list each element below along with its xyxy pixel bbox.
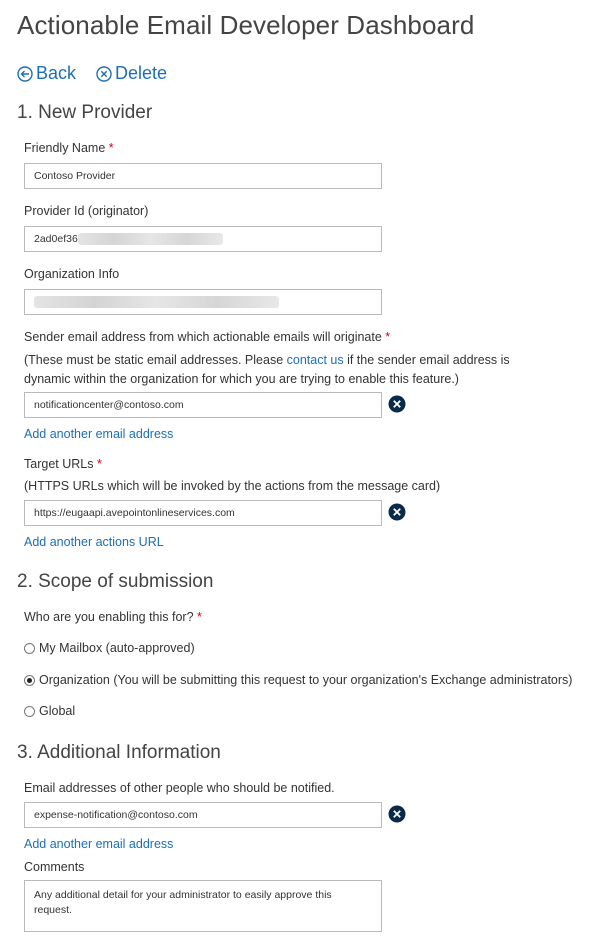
friendly-name-input[interactable]: Contoso Provider [24,163,382,189]
section-additional-info-title: 3. Additional Information [17,742,221,763]
notify-email-input[interactable]: expense-notification@contoso.com [24,802,382,828]
redacted-blur [34,296,279,308]
target-urls-note: (HTTPS URLs which will be invoked by the actions from the message card) [24,479,441,493]
add-actions-url-link[interactable]: Add another actions URL [24,535,164,549]
radio-label: Global [39,704,76,718]
action-nav [17,63,167,84]
radio-button-selected[interactable] [24,675,35,686]
radio-global[interactable] [24,704,75,718]
target-urls-label: Target URLs * [24,457,102,471]
delete-label: Delete [115,63,168,83]
add-email-address-link[interactable]: Add another email address [24,427,174,441]
sender-email-note: (These must be static email addresses. Please contact us if the sender email address is dynamic within the organization for which you are trying to enable this feature.) [24,353,510,386]
provider-id-input[interactable] [24,226,382,252]
radio-button[interactable] [24,643,35,654]
organization-info-label: Organization Info [24,267,120,281]
delete-x-icon [96,66,112,82]
remove-target-url-icon[interactable] [388,503,406,521]
comments-textarea[interactable]: Any additional detail for your administrator to easily approve this request. [24,880,382,932]
target-url-input[interactable]: https://eugaapi.avepointonlineservices.com [24,500,382,526]
contact-us-link[interactable]: contact us [286,353,344,367]
redacted-blur [78,233,223,245]
sender-email-input[interactable]: notificationcenter@contoso.com [24,392,382,418]
section-scope-title: 2. Scope of submission [17,571,214,592]
page-title: Actionable Email Developer Dashboard [17,10,475,40]
radio-button[interactable] [24,706,35,717]
organization-info-input[interactable] [24,289,382,315]
back-label: Back [36,63,77,83]
notify-emails-label: Email addresses of other people who should be notified. [24,781,335,795]
section-new-provider-title: 1. New Provider [17,102,153,123]
delete-button[interactable] [96,63,167,84]
radio-label: Organization (You will be submitting this request to your organization's Exchange administrators) [39,673,573,687]
scope-question-label: Who are you enabling this for? * [24,610,202,624]
back-arrow-icon [17,66,33,82]
remove-sender-email-icon[interactable] [388,395,406,413]
add-notify-email-link[interactable]: Add another email address [24,837,174,851]
provider-id-label: Provider Id (originator) [24,204,149,218]
comments-label: Comments [24,860,85,874]
radio-organization[interactable] [24,673,572,687]
sender-email-label: Sender email address from which actionable emails will originate * [24,330,391,344]
radio-label: My Mailbox (auto-approved) [39,641,195,655]
friendly-name-label: Friendly Name * [24,141,114,155]
remove-notify-email-icon[interactable] [388,805,406,823]
back-button[interactable] [17,63,76,84]
radio-my-mailbox[interactable] [24,641,195,655]
provider-id-value: 2ad0ef36 [34,233,78,245]
